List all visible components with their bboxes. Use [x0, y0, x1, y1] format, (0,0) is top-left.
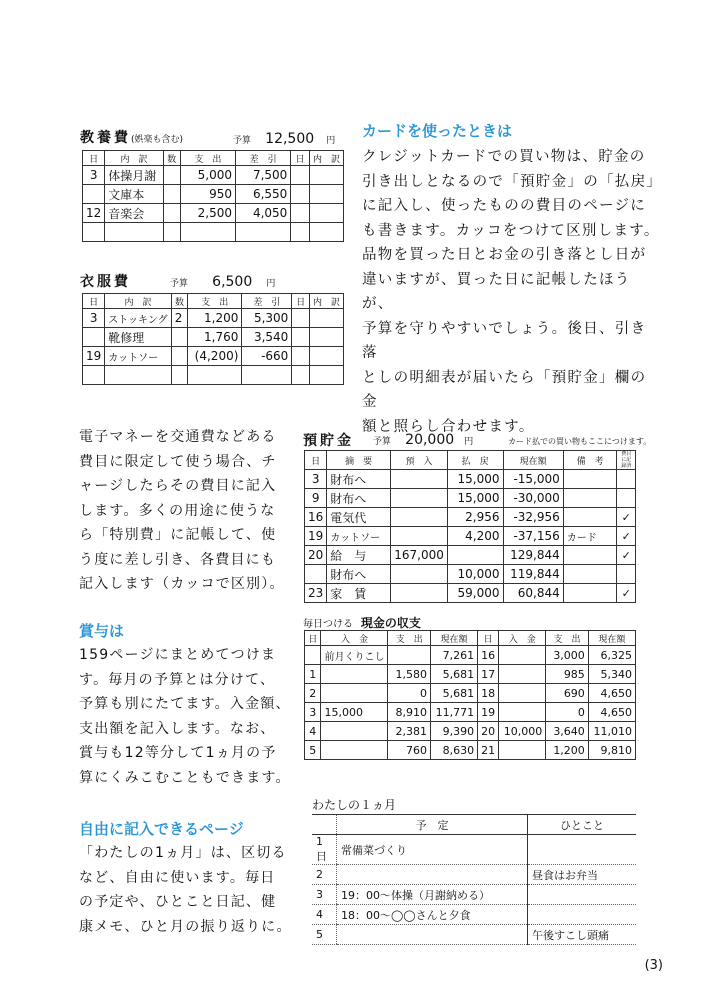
yochokin-table — [304, 450, 636, 603]
table-row: 19 カットソー (4,200) -660 — [83, 347, 344, 366]
table-row: 4 2,381 9,390 20 10,000 3,640 11,010 — [305, 722, 636, 741]
kyoyo-note: (娯楽も含む) — [131, 135, 184, 145]
table-row: 3 財布へ 15,000 -15,000 — [305, 470, 636, 489]
genkin-table — [304, 630, 636, 760]
table-row: 16 電気代 2,956 -32,956 ✓ — [305, 508, 636, 527]
table-row: 20 給 与 167,000 129,844 ✓ — [305, 546, 636, 565]
check-mark: ✓ — [617, 584, 636, 603]
ifuku-table — [82, 293, 344, 385]
bonus-heading: 賞与は — [79, 622, 125, 640]
bonus-paragraph: 159ページにまとめてつけま す。毎月の予算とは分けて、 予算も別にたてます。入金額、 支出額を記入します。なお、 賞与も12等分して1ヵ月の予 算にくみこむこともできます。 — [79, 647, 291, 786]
table-row — [83, 366, 344, 385]
ifuku-budget: 予算 6,500 円 — [170, 274, 276, 290]
table-row: 2 昼食はお弁当 — [312, 865, 636, 885]
table-row: 2 0 5,681 18 690 4,650 — [305, 684, 636, 703]
table-row: 3 15,000 8,910 11,771 19 0 4,650 — [305, 703, 636, 722]
check-mark: ✓ — [617, 546, 636, 565]
check-mark — [617, 470, 636, 489]
table-row: 12 音楽会 2,500 4,050 — [83, 204, 344, 223]
table-header-row: 予 定 ひとこと — [312, 815, 636, 835]
table-row: 3 体操月謝 5,000 7,500 — [83, 166, 344, 185]
table-row: 4 18：00～◯◯さんと夕食 — [312, 905, 636, 925]
month-title: わたしの１ヵ月 — [312, 798, 397, 812]
check-mark — [617, 489, 636, 508]
table-row: 文庫本 950 6,550 — [83, 185, 344, 204]
genkin-title: 毎日つける 現金の収支 — [303, 616, 421, 630]
table-row: 5 午後すこし頭痛 — [312, 925, 636, 945]
table-row: 19 カットソー 4,200 -37,156 カード ✓ — [305, 527, 636, 546]
table-row: 1日 常備菜づくり — [312, 835, 636, 865]
page-number: (3) — [644, 958, 663, 973]
emoney-paragraph: 電子マネーを交通費などある 費目に限定して使う場合、チ ャージしたらその費目に記入 します。多くの用途に使うな ら「特別費」に記帳して、使 う度に差し引き、各費目にも 記入します（カッコで区別）。 — [79, 429, 285, 592]
card-heading: カードを使ったときは — [362, 122, 513, 140]
kyoyo-budget: 予算 12,500 円 — [233, 131, 336, 147]
table-row: 財布へ 10,000 119,844 — [305, 565, 636, 584]
table-header-row: 日 内 訳 数 支 出 差 引 日 内 訳 — [83, 294, 344, 309]
table-row: 前月くりこし 7,261 16 3,000 6,325 — [305, 646, 636, 665]
table-row: 3 ストッキング 2 1,200 5,300 — [83, 309, 344, 328]
table-header-row: 日 入 金 支 出 現在額 日 入 金 支 出 現在額 — [305, 631, 636, 646]
table-row: 1 1,580 5,681 17 985 5,340 — [305, 665, 636, 684]
table-header-row: 日 摘 要 預 入 払 戻 現在額 備 考 費目に記録済 — [305, 451, 636, 470]
kyoyo-title: 教養費(娯楽も含む) — [80, 130, 184, 146]
free-heading: 自由に記入できるページ — [79, 820, 244, 838]
check-mark: ✓ — [617, 508, 636, 527]
table-row: 3 19：00～体操（月謝納める） — [312, 885, 636, 905]
kyoyo-table — [82, 150, 344, 242]
card-paragraph: クレジットカードでの買い物は、貯金の 引き出しとなるので「預貯金」の「払戻」 に記入し、使ったものの費目のページに も書きます。カッコをつけて区別します。 品物を買った日とお金の引き落とし日が 違いますが、買った日に記帳したほうが、 予算を守りやすいでしょう。後日、引き落 としの明細表が届いたら「預貯金」欄の金 額と照らし合わせます。 — [362, 149, 663, 435]
check-mark — [617, 565, 636, 584]
table-row: 23 家 賃 59,000 60,844 ✓ — [305, 584, 636, 603]
ifuku-title: 衣服費 — [80, 274, 131, 290]
table-header-row: 日 内 訳 数 支 出 差 引 日 内 訳 — [83, 151, 344, 166]
table-row: 5 760 8,630 21 1,200 9,810 — [305, 741, 636, 760]
yochokin-title: 預貯金 — [303, 433, 354, 449]
yochokin-budget: 予算 20,000 円 — [373, 432, 474, 448]
table-row: 9 財布へ 15,000 -30,000 — [305, 489, 636, 508]
yochokin-note: カード払での買い物もここにつけます。 — [508, 437, 652, 446]
table-row — [83, 223, 344, 242]
month-table — [312, 814, 636, 945]
check-mark: ✓ — [617, 527, 636, 546]
table-row: 靴修理 1,760 3,540 — [83, 328, 344, 347]
free-paragraph: 「わたしの1ヵ月」は、区切る など、自由に使います。毎日 の予定や、ひとこと日記、健 康メモ、ひと月の振り返りに。 — [79, 845, 292, 935]
